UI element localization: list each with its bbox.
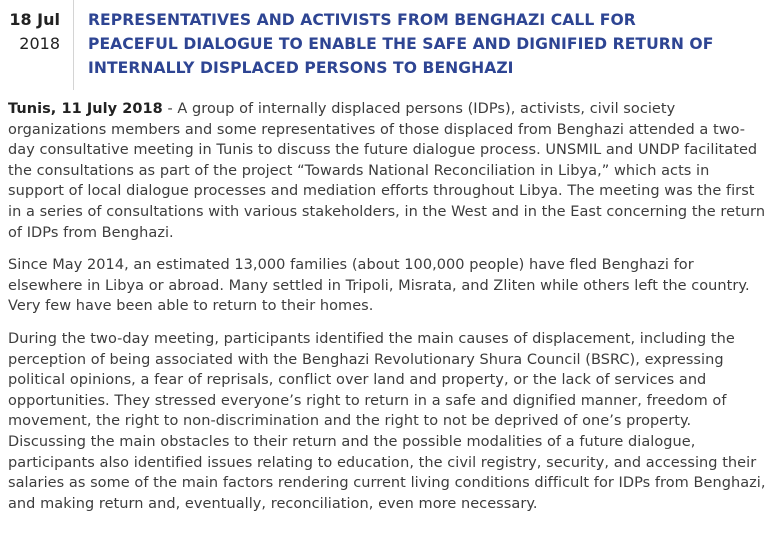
article-title: REPRESENTATIVES AND ACTIVISTS FROM BENGHAZI CALL FOR PEACEFUL DIALOGUE TO ENABLE THE SAFE AND DIGNIFIED RETURN OF INTERNALLY DISPLACED PERSONS TO BENGHAZI	[88, 11, 714, 77]
dateline: Tunis, 11 July 2018	[8, 101, 163, 117]
paragraph-2: Since May 2014, an estimated 13,000 families (about 100,000 people) have fled Benghazi for elsewhere in Libya or abroad. Many settled in Tripoli, Misrata, and Zliten while others left the country. Very few have been able to return to their homes.	[8, 257, 750, 315]
publication-date	[6, 8, 60, 56]
date-day: 18 Jul	[9, 10, 60, 29]
article-header	[0, 0, 777, 90]
date-divider	[73, 0, 74, 90]
paragraph-1-text: - A group of internally displaced persons (IDPs), activists, civil society organizations members and some representatives of those displaced from Benghazi attended a two-day consultative meeting in Tunis to discuss the future dialogue process. UNSMIL and UNDP facilitated the consultations as part of the project “Towards National Reconciliation in Libya,” which acts in support of local dialogue processes and mediation efforts throughout Libya. The meeting was the first in a series of consultations with various stakeholders, in the West and in the East concerning the return of IDPs from Benghazi.	[8, 101, 766, 241]
paragraph-3: During the two-day meeting, participants identified the main causes of displacement, including the perception of being associated with the Benghazi Revolutionary Shura Council (BSRC), expressing political opinions, a fear of reprisals, conflict over land and property, or the lack of services and opportunities. They stressed everyone’s right to return in a safe and dignified manner, freedom of movement, the right to non-discrimination and the right to not be deprived of one’s property. Discussing the main obstacles to their return and the possible modalities of a future dialogue, participants also identified issues relating to education, the civil registry, security, and accessing their salaries as some of the main factors rendering current living conditions difficult for IDPs from Benghazi, and making return and, eventually, reconciliation, even more necessary.	[8, 330, 766, 512]
article-body	[8, 99, 770, 526]
paragraph-1	[8, 99, 770, 243]
date-year: 2018	[19, 34, 60, 53]
